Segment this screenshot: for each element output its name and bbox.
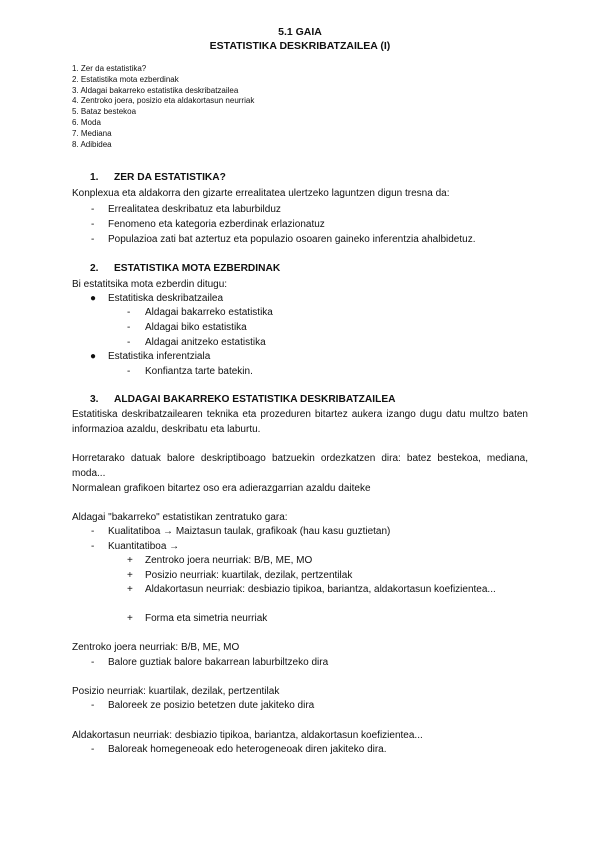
dash-marker: - [127,307,131,318]
dash-marker: - [91,204,95,215]
section-title: ESTATISTIKA MOTA EZBERDINAK [114,263,281,274]
paragraph: Horretarako datuak balore deskriptiboago batzuekin ordezkatzen dira: batez bestekoa, mediana, moda... [72,453,528,479]
section-number: 3. [90,394,99,405]
list-item: Baloreek ze posizio betetzen dute jakiteko dira [108,700,315,711]
toc-item: 4. Zentroko joera, posizio eta aldakortasun neurriak [72,96,255,106]
list-item: Zentroko joera neurriak: B/B, ME, MO [145,555,313,566]
list-item: Aldagai biko estatistika [145,322,247,333]
paragraph: Aldakortasun neurriak: desbiazio tipikoa, bariantza, aldakortasun koefizientea... [72,730,423,741]
plus-marker: + [127,570,133,581]
paragraph: Estatitiska deskribatzailearen teknika eta prozeduren bitartez aukera izango dugu datu multzo baten informazioa azaldu, deskribatu eta laburtu. [72,409,528,435]
dash-marker: - [91,541,95,552]
list-item: Aldakortasun neurriak: desbiazio tipikoa, bariantza, aldakortasun koefizientea... [145,584,496,595]
dash-marker: - [91,526,95,537]
paragraph: Zentroko joera neurriak: B/B, ME, MO [72,642,240,653]
section-2-heading [90,263,280,274]
dash-marker: - [127,366,131,377]
section-title: ZER DA ESTATISTIKA? [114,172,226,183]
list-item: Fenomeno eta kategoria ezberdinak erlazionatuz [108,219,325,230]
title-line-1: 5.1 GAIA [278,26,322,38]
section-3-heading [90,394,395,405]
list-item: Kuantitatiboa → [108,541,180,552]
bullet-marker: ● [90,351,97,362]
list-item: Balore guztiak balore bakarrean laburbiltzeko dira [108,657,329,668]
dash-marker: - [91,657,95,668]
list-item: Forma eta simetria neurriak [145,613,268,624]
toc-item: 8. Adibidea [72,139,112,149]
dash-marker: - [91,744,95,755]
list-item: Populazioa zati bat aztertuz eta populazio osoaren gaineko inferentzia ahalbidetuz. [108,234,476,245]
paragraph: Aldagai "bakarreko" estatistikan zentratuko gara: [72,512,288,523]
paragraph: Normalean grafikoen bitartez oso era adierazgarrian azaldu daiteke [72,483,371,494]
toc-item: 2. Estatistika mota ezberdinak [72,74,179,84]
plus-marker: + [127,613,133,624]
title-line-2: ESTATISTIKA DESKRIBATZAILEA (I) [209,40,391,52]
section-number: 1. [90,172,99,183]
dash-marker: - [127,322,131,333]
dash-marker: - [127,337,131,348]
toc-item: 6. Moda [72,117,101,127]
dash-marker: - [91,700,95,711]
plus-marker: + [127,555,133,566]
dash-marker: - [91,219,95,230]
paragraph: Posizio neurriak: kuartilak, dezilak, pertzentilak [72,686,280,697]
section-title: ALDAGAI BAKARREKO ESTATISTIKA DESKRIBATZAILEA [114,394,396,405]
section-number: 2. [90,263,99,274]
dash-marker: - [91,234,95,245]
toc-item: 7. Mediana [72,128,112,138]
list-item: Konfiantza tarte batekin. [145,366,253,377]
plus-marker: + [127,584,133,595]
section-1-intro: Konplexua eta aldakorra den gizarte errealitatea ulertzeko laguntzen digun tresna da: [72,188,450,199]
list-item: Estatitiska deskribatzailea [108,293,224,304]
list-item: Aldagai bakarreko estatistika [145,307,273,318]
section-1-heading [90,172,226,183]
list-item: Aldagai anitzeko estatistika [145,337,266,348]
toc-item: 3. Aldagai bakarreko estatistika deskribatzailea [72,85,239,95]
table-of-contents [72,64,254,150]
list-item: Errealitatea deskribatuz eta laburbilduz [108,204,281,215]
list-item: Estatistika inferentziala [108,351,211,362]
list-item: Posizio neurriak: kuartilak, dezilak, pertzentilak [145,570,353,581]
list-item: Baloreak homegeneoak edo heterogeneoak diren jakiteko dira. [108,744,387,755]
bullet-marker: ● [90,293,97,304]
toc-item: 1. Zer da estatistika? [72,64,147,73]
toc-item: 5. Bataz bestekoa [72,107,137,117]
list-item: Kualitatiboa → Maiztasun taulak, grafikoak (hau kasu guztietan) [108,526,391,537]
section-2-intro: Bi estatitsika mota ezberdin ditugu: [72,279,228,290]
